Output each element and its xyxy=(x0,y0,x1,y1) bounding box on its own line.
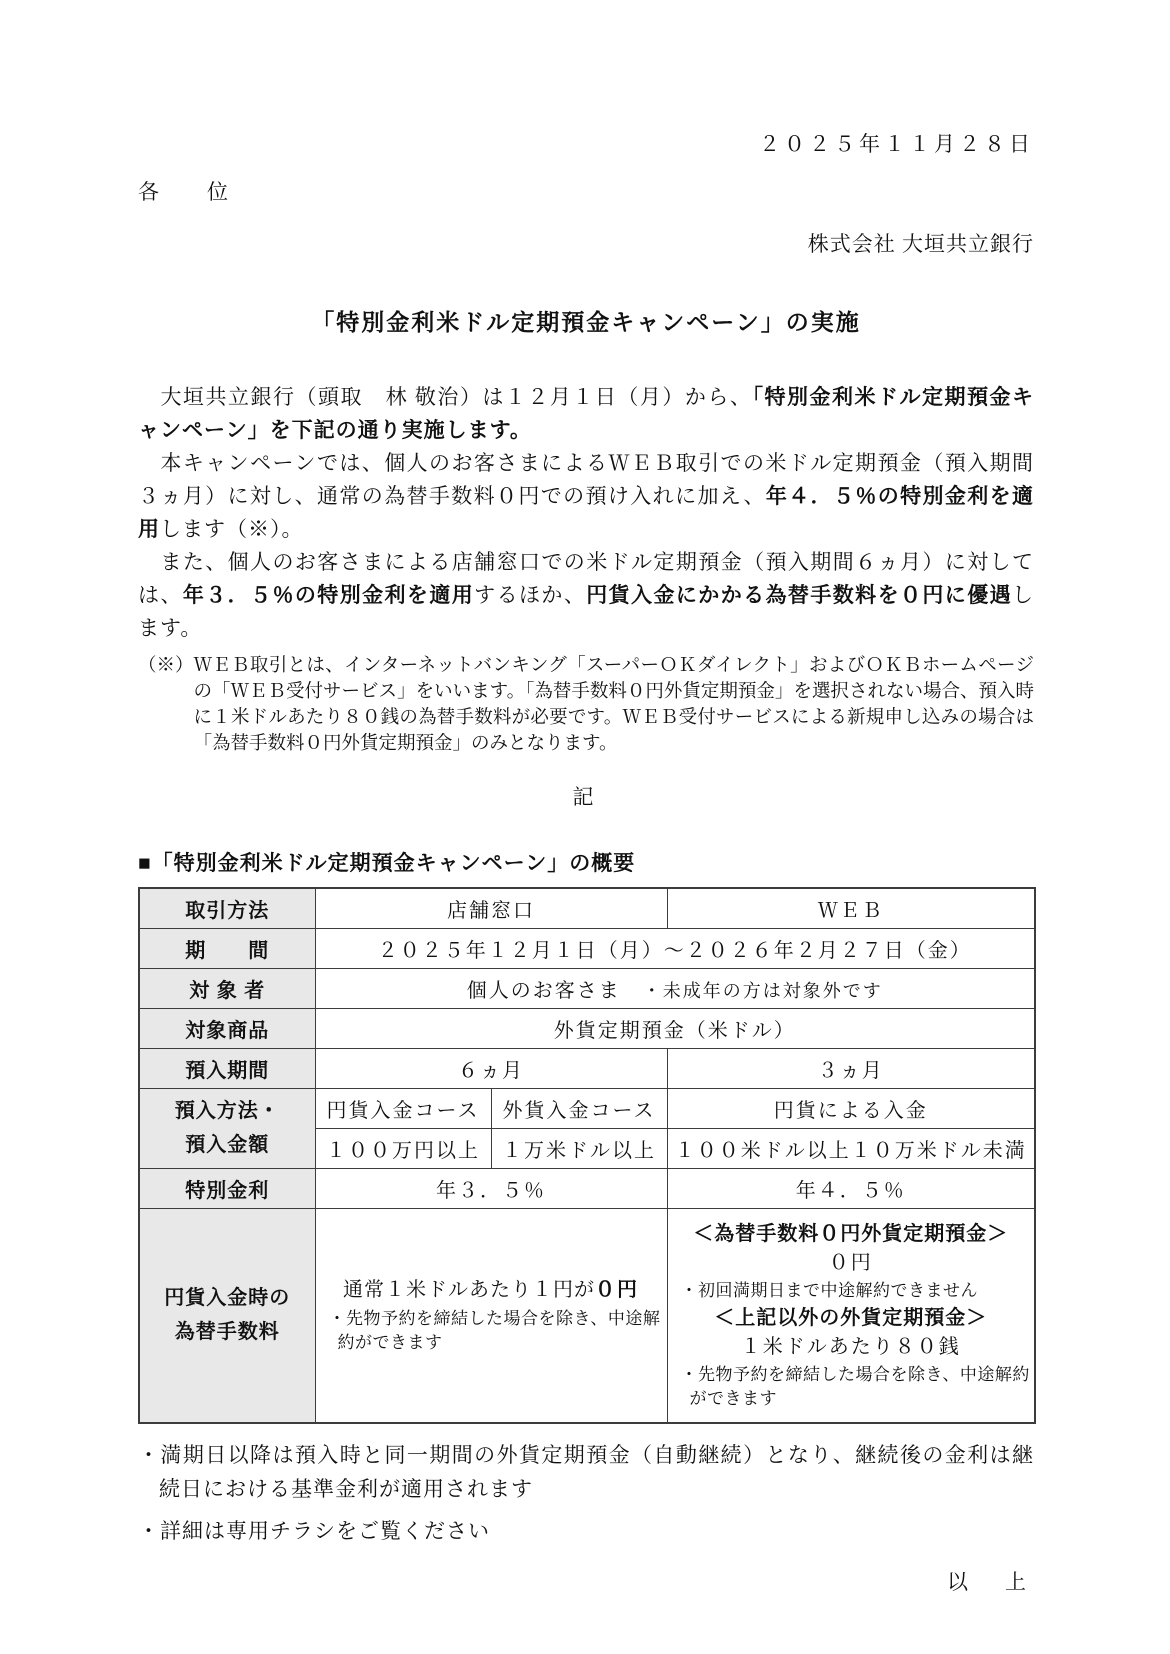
paragraph-2-post: します（※）。 xyxy=(160,517,304,541)
method-web: ＷＥＢ xyxy=(667,888,1035,928)
document-date: ２０２５年１１月２８日 xyxy=(759,132,1034,156)
company-name: 株式会社 大垣共立銀行 xyxy=(807,232,1034,256)
table-row-method xyxy=(139,888,1035,928)
deposit-amount-fx: １万米ドル以上 xyxy=(491,1128,667,1168)
paragraph-1-bold: 「特別金利米ドル定期預金キャンペーン」を下記の通り実施します。 xyxy=(138,386,1035,442)
deposit-course-fx: 外貨入金コース xyxy=(491,1088,667,1128)
fee-label-line2: 為替手数料 xyxy=(174,1321,280,1344)
term-store: ６ヵ月 xyxy=(315,1048,667,1088)
table-row-product xyxy=(139,1008,1035,1048)
fee-label-line1: 円貨入金時の xyxy=(164,1287,291,1310)
fee-web-value-1: ０円 xyxy=(828,1252,873,1275)
row-label-target: 対 象 者 xyxy=(139,968,315,1008)
footnote-marker: （※） xyxy=(138,656,194,676)
paragraph-2-text: 本キャンペーンでは、個人のお客さまによるＷＥＢ取引での米ドル定期預金（預入期間３ヵ月）に対し、通常の為替手数料０円での預け入れに加え、 xyxy=(138,451,1034,508)
bottom-notes xyxy=(138,1438,1034,1548)
row-label-product: 対象商品 xyxy=(139,1008,315,1048)
body-paragraphs xyxy=(138,381,1034,645)
fee-store-cell xyxy=(315,1208,667,1423)
deposit-course-yen: 円貨入金コース xyxy=(315,1088,491,1128)
addressee: 各 位 xyxy=(138,180,230,204)
deposit-amount-yen: １００万円以上 xyxy=(315,1128,491,1168)
table-row-deposit-method xyxy=(139,1088,1035,1128)
table-row-target xyxy=(139,968,1035,1008)
paragraph-3-mid: するほか、 xyxy=(474,583,587,607)
table-row-term xyxy=(139,1048,1035,1088)
row-label-method: 取引方法 xyxy=(139,888,315,928)
footnote-text: ＷＥＢ取引とは、インターネットバンキング「スーパーＯＫダイレクト」およびＯＫＢホームページの「ＷＥＢ受付サービス」をいいます。「為替手数料０円外貨定期預金」を選択されない場合、預入時に１米ドルあたり８０銭の為替手数料が必要です。ＷＥＢ受付サービスによる新規申し込みの場合は「為替手数料０円外貨定期預金」のみとなります。 xyxy=(193,656,1034,754)
paragraph-2 xyxy=(138,447,1034,546)
deposit-label-line1: 預入方法・ xyxy=(174,1100,280,1122)
row-label-deposit xyxy=(139,1088,315,1168)
footnote-web-deal xyxy=(138,653,1034,757)
paragraph-3 xyxy=(138,546,1034,645)
product-value: 外貨定期預金（米ドル） xyxy=(315,1008,1035,1048)
paragraph-1 xyxy=(138,381,1034,447)
note-auto-renewal: ・満期日以降は預入時と同一期間の外貨定期預金（自動継続）となり、継続後の金利は継続日における基準金利が適用されます xyxy=(138,1443,1034,1501)
paragraph-2-bold: 年４．５％の特別金利を適用 xyxy=(138,485,1034,541)
method-store: 店舗窓口 xyxy=(315,888,667,928)
row-label-term: 預入期間 xyxy=(139,1048,315,1088)
term-web: ３ヵ月 xyxy=(667,1048,1035,1088)
row-label-period: 期 間 xyxy=(139,928,315,968)
target-value xyxy=(315,968,1035,1008)
rate-store: 年３．５％ xyxy=(315,1168,667,1208)
fee-web-note-2: ・先物予約を締結した場合を除き、中途解約ができます xyxy=(680,1365,1030,1409)
fee-store-main-text: 通常１米ドルあたり１円が xyxy=(343,1279,595,1302)
table-row-fee xyxy=(139,1208,1035,1423)
row-label-rate: 特別金利 xyxy=(139,1168,315,1208)
table-section-header: ■「特別金利米ドル定期預金キャンペーン」の概要 xyxy=(138,852,636,875)
ki-separator: 記 xyxy=(572,785,600,809)
paragraph-3-bold-fee: 円貨入金にかかる為替手数料を０円に優遇 xyxy=(586,584,1013,607)
row-label-fee xyxy=(139,1208,315,1423)
table-row-rate xyxy=(139,1168,1035,1208)
target-main: 個人のお客さま xyxy=(466,979,643,1002)
fee-store-note: ・先物予約を締結した場合を除き、中途解約ができます xyxy=(328,1309,661,1353)
fee-web-heading-1: ＜為替手数料０円外貨定期預金＞ xyxy=(693,1223,1009,1246)
paragraph-3-text: また、個人のお客さまによる店舗窓口での米ドル定期預金（預入期間６ヵ月）に対しては、 xyxy=(138,550,1034,607)
deposit-course-web: 円貨による入金 xyxy=(667,1088,1035,1128)
deposit-amount-web: １００米ドル以上１０万米ドル未満 xyxy=(667,1128,1035,1168)
fee-web-heading-2: ＜上記以外の外貨定期預金＞ xyxy=(714,1307,988,1330)
fee-web-cell xyxy=(667,1208,1035,1423)
deposit-label-line2: 預入金額 xyxy=(185,1134,270,1156)
paragraph-3-post: します。 xyxy=(138,583,1035,640)
table-row-period xyxy=(139,928,1035,968)
document-content xyxy=(138,0,1034,1596)
target-sub: ・未成年の方は対象外です xyxy=(642,980,883,1001)
rate-web: 年４．５％ xyxy=(667,1168,1035,1208)
paragraph-1-text: 大垣共立銀行（頭取 林 敬治）は１２月１日（月）から、 xyxy=(138,385,753,409)
page-title: 「特別金利米ドル定期預金キャンペーン」の実施 xyxy=(311,309,861,335)
closing-ijou: 以 上 xyxy=(947,1570,1034,1594)
note-flyer: ・詳細は専用チラシをご覧ください xyxy=(138,1519,490,1543)
campaign-table xyxy=(138,887,1036,1424)
period-value: ２０２５年１２月１日（月）～２０２６年２月２７日（金） xyxy=(315,928,1035,968)
fee-web-note-1: ・初回満期日まで中途解約できません xyxy=(680,1281,978,1301)
fee-web-value-2: １米ドルあたり８０銭 xyxy=(740,1336,961,1359)
paragraph-3-bold-rate: 年３．５％の特別金利を適用 xyxy=(182,584,475,607)
fee-store-main-bold: ０円 xyxy=(595,1279,639,1302)
fee-store-main xyxy=(320,1275,663,1305)
